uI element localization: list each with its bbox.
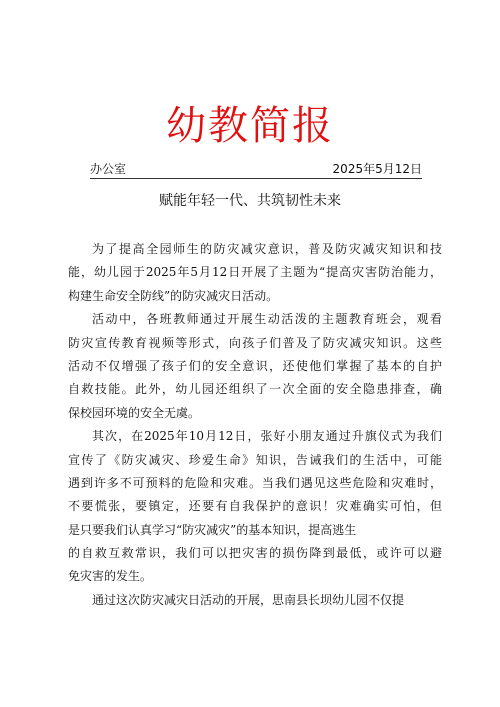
body-line: 是只要我们认真学习“防灾减灾”的基本知识，提高逃生: [68, 522, 357, 537]
body-line: 宣传了《防灾减灾、珍爱生命》知识，告诫我们的生活中，可能: [68, 452, 442, 467]
article-body: [68, 238, 442, 612]
body-line: 构建生命安全防线”的防灾减灾日活动。: [68, 288, 279, 303]
body-line: 通过这次防灾减灾日活动的开展，思南县长坝幼儿园不仅提: [92, 592, 405, 607]
article-title: 赋能年轻一代、共筑韧性未来: [159, 193, 341, 209]
issuing-office: 办公室: [90, 162, 127, 176]
header-divider: [90, 178, 422, 179]
body-line: 活动中，各班教师通过开展生动活泼的主题教育班会，观看: [92, 312, 442, 327]
body-line: 遇到许多不可预料的危险和灾难。当我们遇见这些危险和灾难时，: [68, 475, 442, 490]
body-line: 的自救互救常识，我们可以把灾害的损伤降到最低，或许可以避: [68, 546, 442, 561]
issue-date: 2025年5月12日: [332, 162, 422, 176]
body-line: 免灾害的发生。: [68, 569, 153, 584]
body-line: 活动不仅增强了孩子们的安全意识，还使他们掌握了基本的自护: [68, 358, 442, 373]
masthead-title: 幼教简报: [166, 103, 334, 149]
body-line: 防灾宣传教育视频等形式，向孩子们普及了防灾减灾知识。这些: [68, 335, 442, 350]
body-line: 能，幼儿园于2025年5月12日开展了主题为“提高灾害防治能力，: [68, 265, 442, 280]
body-line: 其次，在2025年10月12日，张好小朋友通过升旗仪式为我们: [92, 429, 442, 444]
body-line: 为了提高全园师生的防灾减灾意识，普及防灾减灾知识和技: [92, 242, 442, 256]
body-line: 不要慌张，要镇定，还要有自我保护的意识！灾难确实可怕，但: [68, 499, 442, 514]
body-line: 保校园环境的安全无虞。: [68, 405, 201, 420]
body-line: 自救技能。此外，幼儿园还组织了一次全面的安全隐患排查，确: [68, 382, 442, 397]
issue-meta-row: [90, 161, 422, 177]
